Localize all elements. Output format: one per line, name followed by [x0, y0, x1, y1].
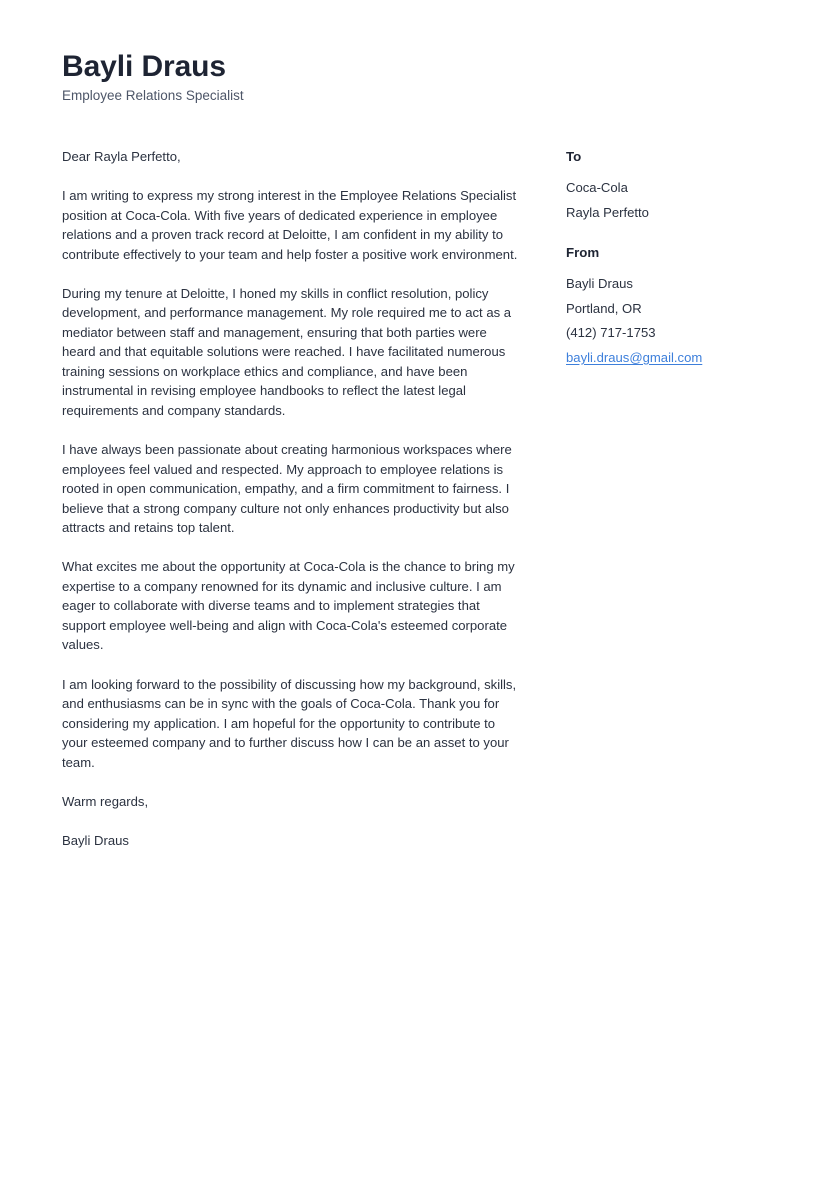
closing-salutation: Warm regards,: [62, 793, 149, 809]
applicant-name: Bayli Draus: [62, 50, 226, 83]
signature-name: Bayli Draus: [62, 832, 129, 848]
letter-paragraph: What excites me about the opportunity at Coca-Cola is the chance to bring my expertise to a company renowned for its dynamic and inclusive culture. I am eager to collaborate with diverse teams and to implement strategies that support employee well-being and align with Coca-Cola's esteemed corporate values.: [62, 559, 515, 653]
letter-header: [62, 50, 562, 104]
from-name: Bayli Draus: [566, 276, 633, 292]
salutation: Dear Rayla Perfetto,: [62, 149, 181, 164]
letter-paragraph: I am looking forward to the possibility of discussing how my background, skills, and enthusiasms can be in sync with the goals of Coca-Cola. Thank you for considering my application. I am hopeful for the opportunity to contribute to your esteemed company and to further discuss how I can be an asset to your team.: [62, 676, 517, 770]
from-block: [566, 245, 781, 370]
from-heading: From: [566, 245, 600, 261]
from-phone: (412) 717-1753: [566, 325, 656, 341]
contact-sidebar: [566, 149, 781, 370]
to-block: [566, 149, 781, 225]
letter-paragraph: I am writing to express my strong interest in the Employee Relations Specialist position at Coca-Cola. With five years of dedicated experience in employee relations and a proven track record at Deloitte, I am confident in my ability to contribute effectively to your team and help foster a positive work environment.: [62, 188, 518, 262]
from-location: Portland, OR: [566, 300, 642, 316]
letter-body: [62, 147, 520, 850]
letter-paragraph: During my tenure at Deloitte, I honed my skills in conflict resolution, policy development, and performance management. My role required me to act as a mediator between staff and management, ensuring that both parties were heard and that equitable solutions were reached. I have facilitated numerous training sessions on workplace ethics and compliance, and have been instrumental in revising employee handbooks to reflect the latest legal requirements and company standards.: [62, 285, 512, 419]
letter-paragraph: I have always been passionate about creating harmonious workspaces where employees feel valued and respected. My approach to employee relations is rooted in open communication, empathy, and a firm commitment to fairness. I believe that a strong company culture not only enhances productivity but also attracts and retains top talent.: [62, 442, 512, 536]
from-email-link[interactable]: bayli.draus@gmail.com: [566, 349, 703, 365]
applicant-job-title: Employee Relations Specialist: [62, 87, 244, 103]
to-recipient: Rayla Perfetto: [566, 204, 649, 220]
to-company: Coca-Cola: [566, 179, 628, 195]
to-heading: To: [566, 149, 582, 164]
